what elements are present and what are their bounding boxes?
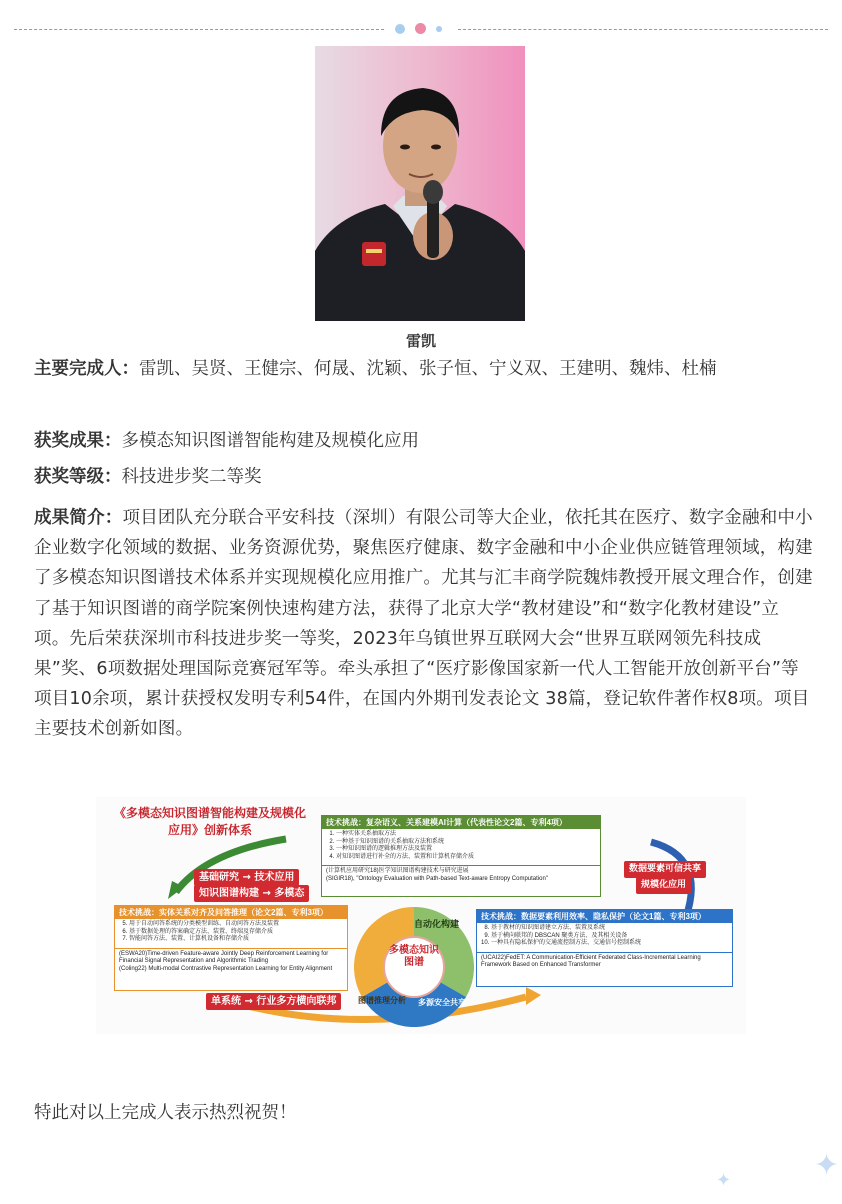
ribbon-basic-research: 基础研究 → 技术应用 xyxy=(194,869,299,886)
completers-label: 主要完成人： xyxy=(34,359,139,379)
patent-item: 4. 对知识图谱进行补全的方法、装置和计算机存储介质 xyxy=(336,854,600,862)
award-level-value: 科技进步奖二等奖 xyxy=(121,467,262,487)
patent-item: 8. 基于教材的知识图谱建立方法、装置及系统 xyxy=(491,925,732,933)
paper-ref: (ESWA20)Time-driven Feature-aware Jointly Deep Reinforcement Learning for Financial Signal Representation and Algorithmic Trading xyxy=(119,950,329,964)
challenge-header: 技术挑战：实体关系对齐及问答推理（论文2篇、专利3项） xyxy=(115,906,347,919)
challenge-box-privacy xyxy=(476,909,733,987)
segment-reasoning: 图谱推理分析 xyxy=(358,996,406,1005)
summary-value: 项目团队充分联合平安科技（深圳）有限公司等大企业，依托其在医疗、数字金融和中小企业数字化领域的数据、业务资源优势，聚焦医疗健康、数字金融和中小企业供应链管理领域，构建了多模态知识图谱技术体系并实现规模化应用推广。尤其与汇丰商学院魏炜教授开展文理合作，创建了基于知识图谱的商学院案例快速构建方法，获得了北京大学“教材建设”和“数字化教材建设”立项。先后荣获深圳市科技进步奖一等奖，2023年乌镇世界互联网大会“世界互联网领先科技成果”奖、6项数据处理国际竞赛冠军等。牵头承担了“医疗影像国家新一代人工智能开放创新平台”等项目10余项，累计获授权发明专利54件，在国内外期刊发表论文 38篇，登记软件著作权8项。项目主要技术创新如图。 xyxy=(34,508,813,740)
patent-item: 2. 一种基于知识图谱的关系抽取方法和系统 xyxy=(336,839,600,847)
segment-secure-sharing: 多源安全共享 xyxy=(418,998,466,1007)
closing-paragraph: 特此对以上完成人表示热烈祝贺！ xyxy=(34,1103,297,1123)
paper-ref: (UCAI22)FedET: A Communication-Efficient Federated Class-Incremental Learning Framework Based on Enhanced Transformer xyxy=(481,954,701,968)
decorative-dots xyxy=(395,23,447,35)
challenge-header: 技术挑战：数据要素利用效率、隐私保护（论文1篇、专利3项） xyxy=(477,910,732,923)
patent-item: 5. 用于自动问答系统的分类模型训练、自动问答方法及装置 xyxy=(129,921,347,929)
award-result-value: 多模态知识图谱智能构建及规模化应用 xyxy=(121,431,419,451)
patent-item: 9. 基于横向联邦的 DBSCAN 聚类方法、及其相关设备 xyxy=(491,933,732,941)
portrait-photo xyxy=(315,46,525,321)
portrait-caption: 雷凯 xyxy=(405,332,436,350)
patent-item: 7. 智能问答方法、装置、计算机设备和存储介质 xyxy=(129,936,347,944)
paper-ref: (计算机应用研究18)医学知识图谱构建技术与研究进展 xyxy=(326,868,469,874)
summary-label: 成果简介： xyxy=(34,508,123,528)
ribbon-scale-application: 规模化应用 xyxy=(636,877,691,894)
completers-paragraph xyxy=(34,355,814,384)
patent-item: 10. 一种具有隐私保护的交通流控制方法、交通信号控制系统 xyxy=(491,940,732,948)
patent-item: 6. 基于数据处理的答案确定方法、装置、终端及存储介质 xyxy=(129,929,347,937)
center-title: 多模态知识图谱 xyxy=(389,945,439,968)
completers-value: 雷凯、吴贤、王健宗、何晟、沈颖、张子恒、宁义双、王建明、魏炜、杜楠 xyxy=(139,359,717,379)
award-result-paragraph xyxy=(34,427,814,456)
ribbon-data-sharing: 数据要素可信共享 xyxy=(624,861,706,878)
challenge-header: 技术挑战：复杂语义、关系建模AI计算（代表性论文2篇、专利4项） xyxy=(322,816,600,829)
paper-ref: (Coling22) Multi-modal Contrastive Representation Learning for Entity Alignment xyxy=(119,965,333,972)
patent-item: 3. 一种知识图谱的逻辑推理方法及装置 xyxy=(336,846,600,854)
award-level-label: 获奖等级： xyxy=(34,467,122,487)
award-result-label: 获奖成果： xyxy=(34,431,122,451)
summary-paragraph xyxy=(34,503,814,745)
ribbon-federation: 单系统 → 行业多方横向联邦 xyxy=(206,993,341,1010)
diagram-title: 《多模态知识图谱智能构建及规模化应用》创新体系 xyxy=(113,806,306,837)
segment-auto-construction: 自动化构建 xyxy=(414,920,460,930)
paper-ref: (SIGIR18), "Ontology Evaluation with Path-based Text-aware Entropy Computation" xyxy=(326,875,548,882)
award-level-paragraph xyxy=(34,463,814,492)
patent-item: 1. 一种实体关系抽取方法 xyxy=(336,831,600,839)
sparkle-icon: ✦ xyxy=(716,1170,732,1191)
challenge-box-alignment xyxy=(114,905,348,991)
challenge-box-semantics xyxy=(321,815,601,897)
ribbon-kg-construction: 知识图谱构建 → 多模态 xyxy=(194,885,309,902)
sparkle-icon: ✦ xyxy=(814,1148,840,1183)
innovation-diagram xyxy=(96,797,746,1034)
